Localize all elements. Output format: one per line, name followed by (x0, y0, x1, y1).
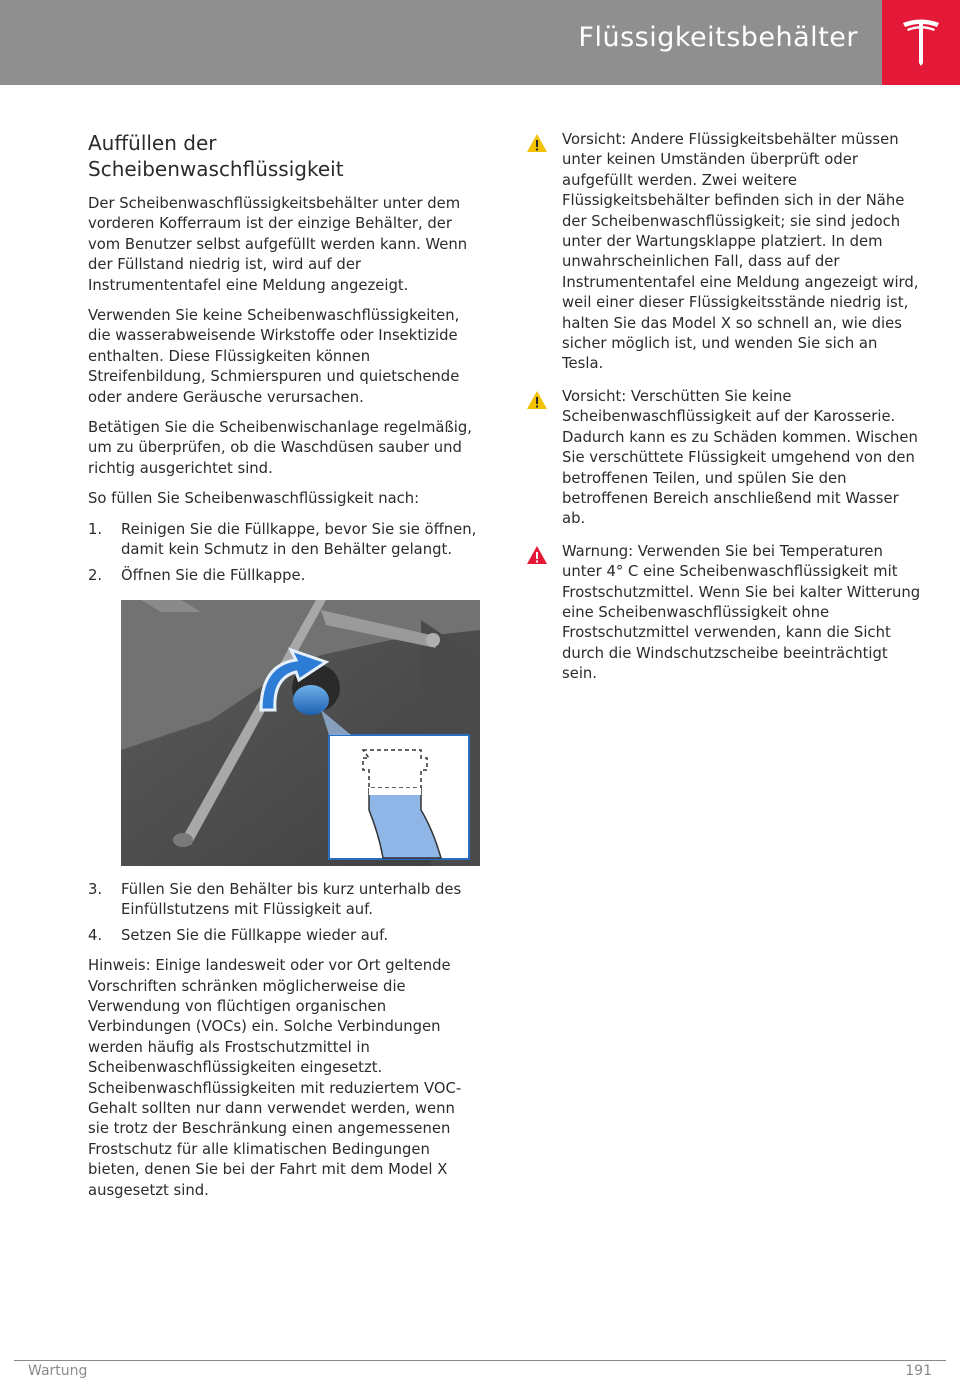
footer-section: Wartung (28, 1363, 88, 1379)
warning-triangle-icon (526, 545, 548, 565)
caution-notice: Vorsicht: Andere Flüssigkeitsbehälter müssen unter keinen Umständen überprüft oder aufgefüllt werden. Zwei weitere Flüssigkeitsbehälter befinden sich in der Nähe der Scheibenwaschflüssigkeit; sie sind jedoch unter der Wartungsklappe platziert. In dem unwahrscheinlichen Fall, dass auf der Instrumententafel eine Meldung angezeigt wird, weil einer dieser Flüssigkeitsstände niedrig ist, halten Sie das Model X so schnell an, wie dies sicher möglich ist, und wenden Sie sich an Tesla. (522, 130, 922, 375)
list-item: 3. Füllen Sie den Behälter bis kurz unterhalb des Einfüllstutzens mit Flüssigkeit auf. (88, 880, 462, 919)
steps-list-continued (88, 880, 480, 946)
filler-cap-illustration (121, 600, 480, 866)
operation-paragraph: Betätigen Sie die Scheibenwischanlage regelmäßig, um zu überprüfen, ob die Waschdüsen sauber und richtig ausgerichtet sind. (88, 419, 472, 477)
header-title: Flüssigkeitsbehälter (578, 22, 858, 53)
caution-notice: Vorsicht: Verschütten Sie keine Scheibenwaschflüssigkeit auf der Karosserie. Dadurch kann es zu Schäden kommen. Wischen Sie verschüttete Flüssigkeit umgehend von den betroffenen Teilen, und spülen Sie den betroffenen Bereich anschließend mit Wasser ab. (522, 387, 922, 530)
tesla-t-icon (901, 17, 941, 67)
warning-notice: Warnung: Verwenden Sie bei Temperaturen unter 4° C eine Scheibenwaschflüssigkeit mit Frostschutzmittel. Wenn Sie bei kalter Witterung eine Scheibenwaschflüssigkeit ohne Frostschutzmittel verwenden, kann die Sicht durch die Windschutzscheibe beeinträchtigt sein. (522, 542, 922, 685)
voc-note: Hinweis: Einige landesweit oder vor Ort geltende Vorschriften schränken möglicherweise die Verwendung von flüchtigen organischen Verbindungen (VOCs) ein. Solche Verbindungen werden häufig als Frostschutzmittel in Scheibenwaschflüssigkeiten eingesetzt. Scheibenwaschflüssigkeiten mit reduziertem VOC-Gehalt sollten nur dann verwendet werden, wenn sie trotz der Beschränkung einen angemessenen Frostschutz für alle klimatischen Bedingungen bieten, denen Sie bei der Fahrt mit dem Model X ausgesetzt sind. (88, 957, 462, 1199)
notices-column (522, 130, 922, 697)
steps-list (88, 520, 480, 586)
list-item: 4. Setzen Sie die Füllkappe wieder auf. (88, 926, 389, 944)
brand-logo (882, 0, 960, 85)
caution-triangle-icon (526, 133, 548, 153)
main-column (88, 130, 480, 1211)
fluid-advice-paragraph: Verwenden Sie keine Scheibenwaschflüssigkeiten, die wasserabweisende Wirkstoffe oder Insektizide enthalten. Diese Flüssigkeiten können Streifenbildung, Schmierspuren und quietschende oder andere Geräusche verursachen. (88, 307, 460, 406)
section-heading: Auffüllen der Scheibenwaschflüssigkeit (88, 131, 344, 181)
procedure-intro: So füllen Sie Scheibenwaschflüssigkeit nach: (88, 490, 420, 508)
intro-paragraph: Der Scheibenwaschflüssigkeitsbehälter unter dem vorderen Kofferraum ist der einzige Behälter, der vom Benutzer selbst aufgefüllt werden kann. Wenn der Füllstand niedrig ist, wird auf der Instrumententafel eine Meldung angezeigt. (88, 195, 468, 294)
footer-divider (14, 1360, 946, 1361)
list-item: 2. Öffnen Sie die Füllkappe. (88, 566, 306, 584)
list-item: 1. Reinigen Sie die Füllkappe, bevor Sie sie öffnen, damit kein Schmutz in den Behälter gelangt. (88, 520, 477, 559)
caution-triangle-icon (526, 390, 548, 410)
page-header (0, 0, 960, 85)
page-number: 191 (905, 1363, 932, 1379)
